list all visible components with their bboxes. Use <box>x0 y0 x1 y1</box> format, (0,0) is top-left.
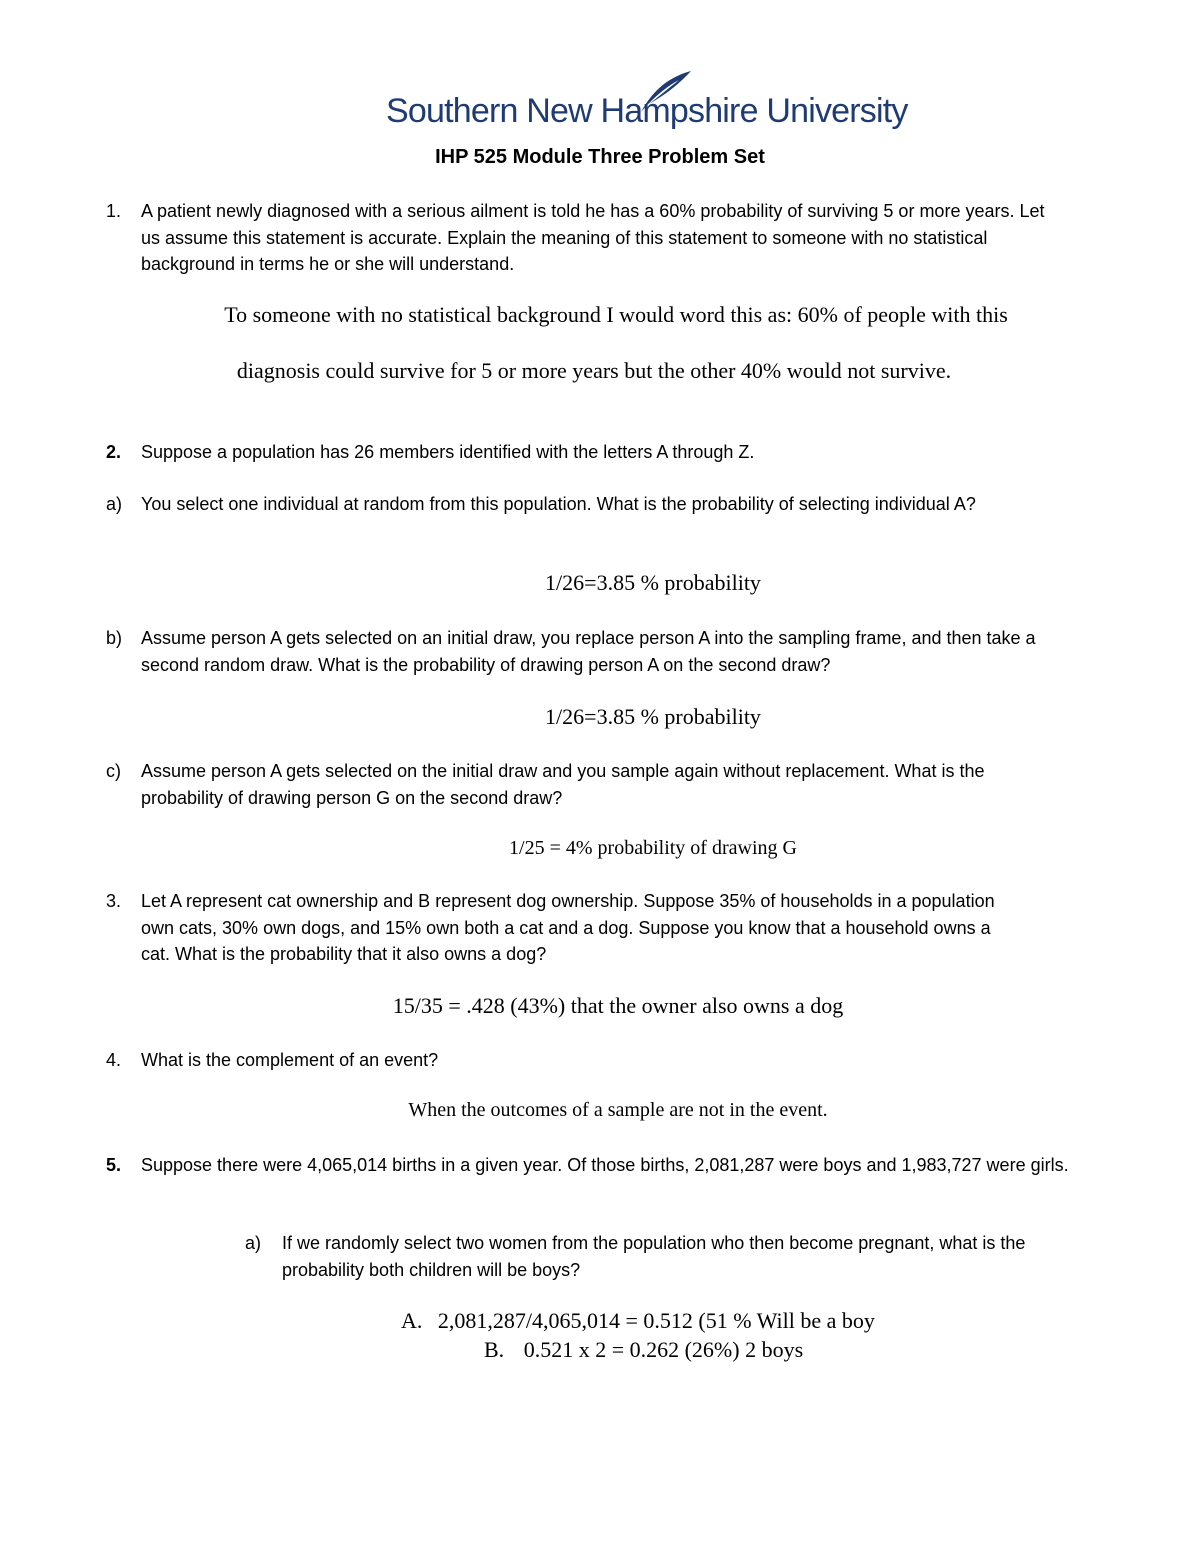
question-1-number: 1. <box>106 201 122 221</box>
question-2a-label: a) <box>106 494 123 514</box>
answer-item-text: 0.521 x 2 = 0.262 (26%) 2 boys <box>523 1337 804 1362</box>
question-2c-answer: 1/25 = 4% probability of drawing G <box>509 837 797 859</box>
question-1-answer-line-2: diagnosis could survive for 5 or more years but the other 40% would not survive. <box>236 358 952 383</box>
question-3-number: 3. <box>106 891 122 911</box>
question-2b-answer: 1/26=3.85 % probability <box>545 704 761 729</box>
answer-item-marker: B. <box>484 1337 505 1362</box>
answer-item-text: 2,081,287/4,065,014 = 0.512 (51 % Will be a boy <box>437 1308 875 1333</box>
university-logo <box>380 68 908 138</box>
question-1-text: A patient newly diagnosed with a serious ailment is told he has a 60% probability of surviving 5 or more years. Let us assume this statement is accurate. Explain the meaning of this statement to someone with no statistical background in terms he or she will understand. <box>141 201 1045 274</box>
question-5-text: Suppose there were 4,065,014 births in a given year. Of those births, 2,081,287 were boys and 1,983,727 were girls. <box>141 1155 1069 1175</box>
question-2b-label: b) <box>106 628 123 648</box>
question-2b-text: Assume person A gets selected on an initial draw, you replace person A into the sampling frame, and then take a second random draw. What is the probability of drawing person A on the second draw? <box>141 628 1036 675</box>
question-5-number: 5. <box>106 1155 122 1175</box>
question-2-text: Suppose a population has 26 members identified with the letters A through Z. <box>141 442 755 462</box>
question-2c-text: Assume person A gets selected on the initial draw and you sample again without replacement. What is the probability of drawing person G on the second draw? <box>141 761 985 808</box>
question-2-number: 2. <box>106 442 122 462</box>
question-5a-label: a) <box>245 1233 262 1253</box>
university-name: Southern New Hampshire University <box>386 92 908 130</box>
question-3-answer: 15/35 = .428 (43%) that the owner also owns a dog <box>392 993 844 1018</box>
answer-item-b <box>484 1335 803 1364</box>
question-2a-text: You select one individual at random from this population. What is the probability of selecting individual A? <box>141 494 976 514</box>
question-3-text: Let A represent cat ownership and B represent dog ownership. Suppose 35% of households in a population own cats, 30% own dogs, and 15% own both a cat and a dog. Suppose you know that a household owns a cat. What is the probability that it also owns a dog? <box>141 891 995 964</box>
answer-item-a <box>401 1306 875 1335</box>
question-2a-answer: 1/26=3.85 % probability <box>545 570 761 595</box>
answer-item-marker: A. <box>401 1308 423 1333</box>
question-4-number: 4. <box>106 1050 122 1070</box>
document-title: IHP 525 Module Three Problem Set <box>435 146 765 168</box>
question-4-answer: When the outcomes of a sample are not in the event. <box>408 1099 828 1121</box>
question-2c-label: c) <box>106 761 121 781</box>
question-5a-text: If we randomly select two women from the population who then become pregnant, what is the probability both children will be boys? <box>282 1233 1026 1280</box>
question-4-text: What is the complement of an event? <box>141 1050 439 1070</box>
question-1-answer-line-1: To someone with no statistical background I would word this as: 60% of people with this <box>224 302 1008 327</box>
